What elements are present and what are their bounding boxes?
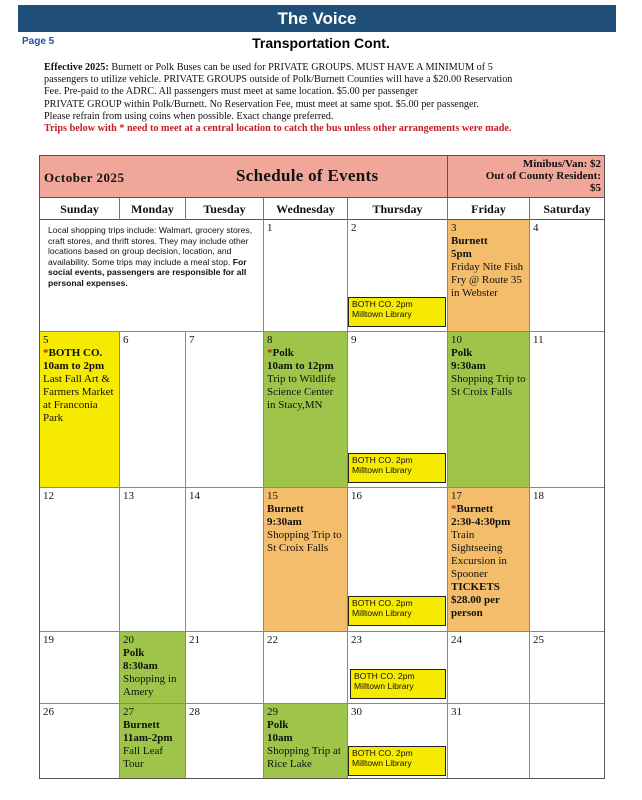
both-co-event: BOTH CO. 2pm Milltown Library bbox=[348, 746, 446, 776]
page-number: Page 5 bbox=[22, 36, 55, 47]
both-co-event: BOTH CO. 2pm Milltown Library bbox=[348, 596, 446, 626]
calendar-header bbox=[40, 156, 604, 198]
both-co-event: BOTH CO. 2pm Milltown Library bbox=[348, 297, 446, 327]
day-cell: 16 bbox=[348, 488, 448, 632]
event-cell: 17 *Burnett 2:30-4:30pm Train Sightseeing Excursion in Spooner TICKETS $28.00 per person bbox=[448, 488, 530, 632]
event-cell: 15 Burnett 9:30am Shopping Trip to St Croix Falls bbox=[264, 488, 348, 632]
event-cell: 29 Polk 10am Shopping Trip at Rice Lake bbox=[264, 704, 348, 778]
shopping-note: Local shopping trips include: Walmart, grocery stores, craft stores, and thrift stores. They may include other locations based on group decision, location, and availability. Some trips may include a meal stop. For social events, passengers are responsible for all personal expenses. bbox=[48, 225, 253, 288]
event-cell: 10 Polk 9:30am Shopping Trip to St Croix Falls bbox=[448, 332, 530, 488]
day-cell: 12 bbox=[40, 488, 120, 632]
intro-line: PRIVATE GROUP within Polk/Burnett. No Reservation Fee, must meet at same spot. $5.00 per passenger. bbox=[44, 98, 479, 110]
day-cell: 23 bbox=[348, 632, 448, 704]
event-cell: 27 Burnett 11am-2pm Fall Leaf Tour bbox=[120, 704, 186, 778]
fare-info: Minibus/Van: $2 Out of County Resident: $5 bbox=[485, 158, 601, 194]
section-title: Transportation Cont. bbox=[252, 35, 390, 51]
day-cell bbox=[530, 704, 604, 778]
day-cell: 7 bbox=[186, 332, 264, 488]
day-cell: 26 bbox=[40, 704, 120, 778]
weekday-monday: Monday bbox=[120, 198, 186, 220]
both-co-event: BOTH CO. 2pm Milltown Library bbox=[348, 453, 446, 483]
weekday-wednesday: Wednesday bbox=[264, 198, 348, 220]
event-cell: 5 *BOTH CO. 10am to 2pm Last Fall Art & Farmers Market at Franconia Park bbox=[40, 332, 120, 488]
both-co-event: BOTH CO. 2pm Milltown Library bbox=[350, 669, 446, 699]
day-cell: 2 bbox=[348, 220, 448, 332]
weekday-thursday: Thursday bbox=[348, 198, 448, 220]
day-cell: 13 bbox=[120, 488, 186, 632]
header-divider bbox=[447, 156, 448, 198]
day-cell: 24 bbox=[448, 632, 530, 704]
day-cell: 21 bbox=[186, 632, 264, 704]
day-cell: 30 bbox=[348, 704, 448, 778]
newsletter-banner: The Voice bbox=[18, 5, 616, 32]
day-cell: 31 bbox=[448, 704, 530, 778]
day-cell: 11 bbox=[530, 332, 604, 488]
intro-paragraph bbox=[44, 62, 604, 135]
day-cell: 6 bbox=[120, 332, 186, 488]
day-cell: 22 bbox=[264, 632, 348, 704]
weekday-header-row bbox=[40, 198, 604, 220]
day-cell: 28 bbox=[186, 704, 264, 778]
day-cell: 9 bbox=[348, 332, 448, 488]
calendar-month: October 2025 bbox=[44, 170, 125, 185]
weekday-friday: Friday bbox=[448, 198, 530, 220]
day-cell: 14 bbox=[186, 488, 264, 632]
intro-line: Please refrain from using coins when possible. Exact change preferred. bbox=[44, 110, 334, 122]
event-cell: 8 *Polk 10am to 12pm Trip to Wildlife Science Center in Stacy,MN bbox=[264, 332, 348, 488]
day-cell: 18 bbox=[530, 488, 604, 632]
day-cell: 4 bbox=[530, 220, 604, 332]
weekday-sunday: Sunday bbox=[40, 198, 120, 220]
intro-line: Fee. Pre-paid to the ADRC. All passengers must meet at same location. $5.00 per passenger bbox=[44, 86, 419, 98]
event-cell: 20 Polk 8:30am Shopping in Amery bbox=[120, 632, 186, 704]
event-calendar bbox=[39, 155, 605, 779]
event-cell: 3 Burnett 5pm Friday Nite Fish Fry @ Route 35 in Webster bbox=[448, 220, 530, 332]
weekday-tuesday: Tuesday bbox=[186, 198, 264, 220]
day-cell: 1 bbox=[264, 220, 348, 332]
calendar-title: Schedule of Events bbox=[236, 166, 379, 185]
intro-line: passengers to utilize vehicle. PRIVATE GROUPS outside of Polk/Burnett Counties will have a $20.00 Reservation bbox=[44, 74, 513, 86]
intro-line: Effective 2025: Burnett or Polk Buses can be used for PRIVATE GROUPS. MUST HAVE A MINIMUM of 5 bbox=[44, 62, 493, 73]
weekday-saturday: Saturday bbox=[543, 202, 591, 216]
central-location-warning: Trips below with * need to meet at a central location to catch the bus unless other arrangements were made. bbox=[44, 123, 512, 135]
shopping-note-cell bbox=[40, 220, 264, 332]
day-cell: 19 bbox=[40, 632, 120, 704]
day-cell: 25 bbox=[530, 632, 604, 704]
